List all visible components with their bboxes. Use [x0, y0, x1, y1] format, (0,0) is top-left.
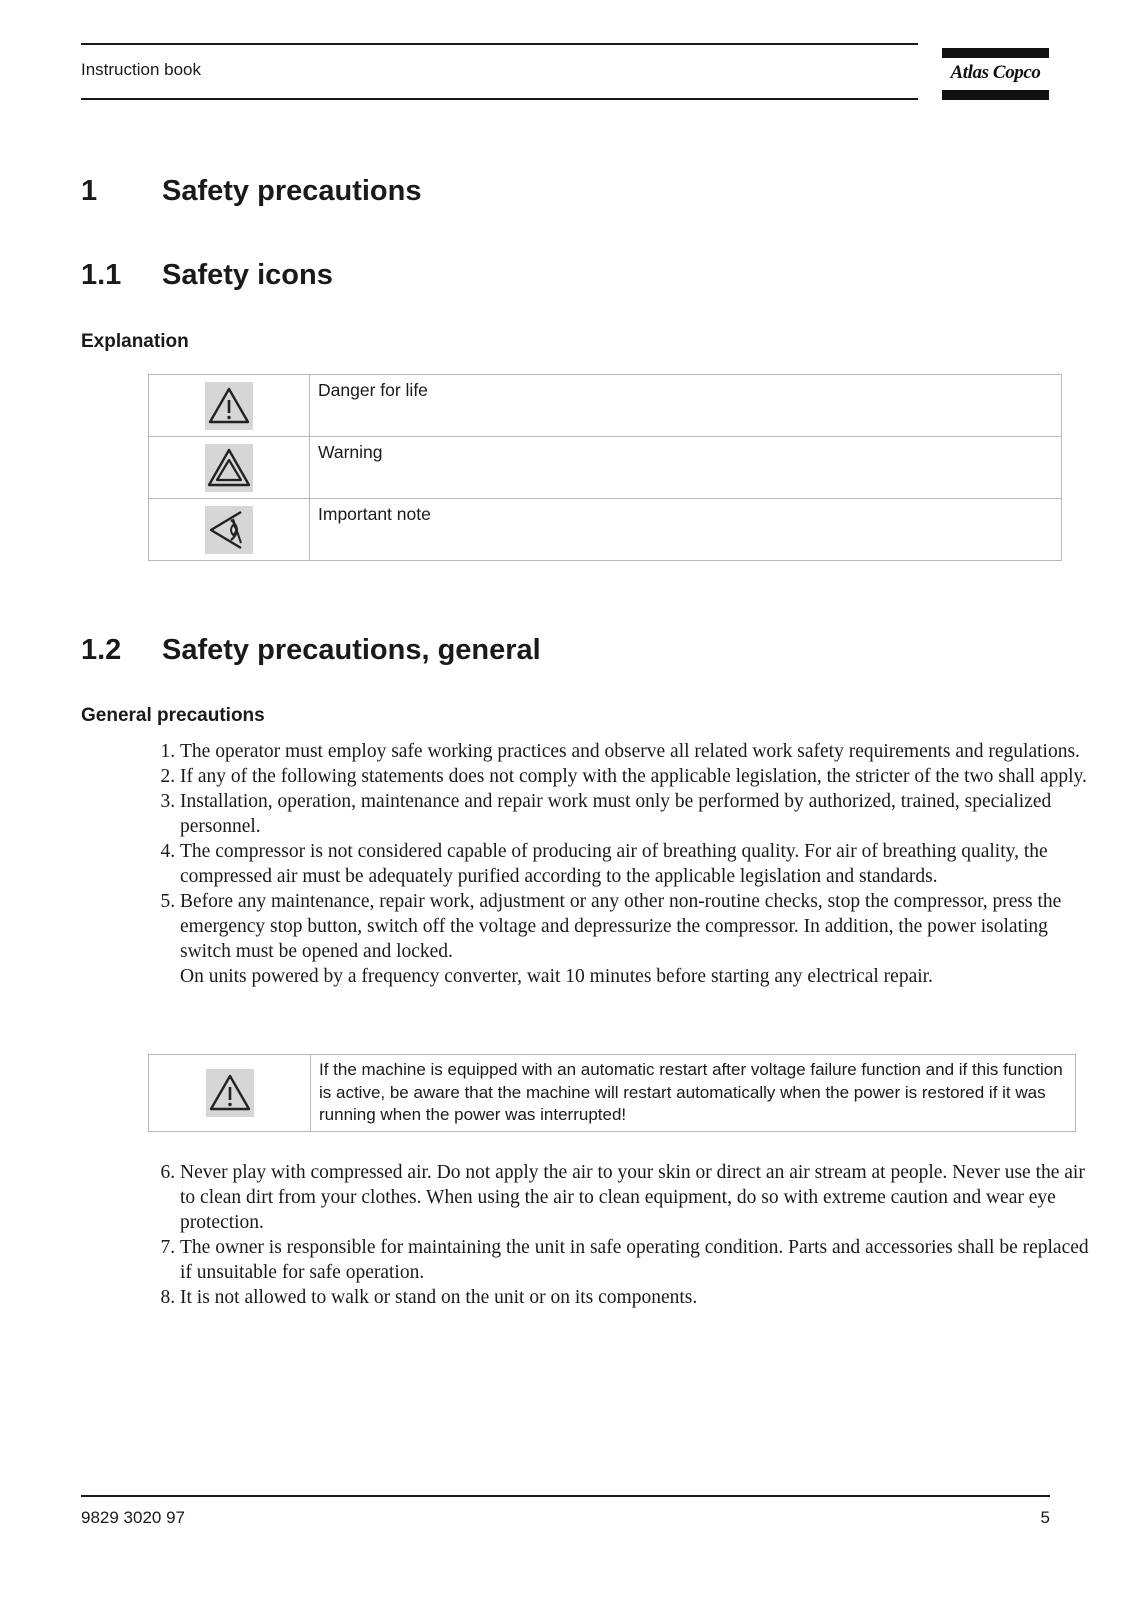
- table-row: [149, 437, 1062, 499]
- brand-logo: [942, 48, 1049, 100]
- section-number: 1: [81, 175, 98, 207]
- list-item-text: Before any maintenance, repair work, adjustment or any other non-routine checks, stop the compressor, press the emergency stop button, switch off the voltage and depressurize the compressor. In addition, the power isolating switch must be opened and locked.: [180, 891, 1062, 962]
- list-item: 6. Never play with compressed air. Do not apply the air to your skin or direct an air stream at people. Never use the air to clean dirt from your clothes. When using the air to clean equipment, do so with extreme caution and wear eye protection.: [180, 1160, 1096, 1235]
- list-item: 8. It is not allowed to walk or stand on the unit or on its components.: [180, 1285, 1096, 1310]
- restart-note-table: [148, 1054, 1076, 1132]
- general-precautions-heading: General precautions: [81, 705, 265, 726]
- table-row: [149, 499, 1062, 561]
- explanation-heading: Explanation: [81, 331, 189, 352]
- list-item: 2. If any of the following statements does not comply with the applicable legislation, the stricter of the two shall apply.: [180, 764, 1096, 789]
- section-number: 1.2: [81, 634, 122, 666]
- section-title: Safety icons: [162, 259, 333, 291]
- section-title: Safety precautions: [162, 175, 422, 207]
- precautions-list: [140, 739, 1096, 989]
- footer-rule: [81, 1495, 1050, 1497]
- header-bottom-rule: [81, 98, 918, 100]
- header-title: Instruction book: [81, 60, 202, 79]
- warning-icon: [205, 444, 253, 492]
- danger-for-life-icon: [206, 1069, 254, 1117]
- section-number: 1.1: [81, 259, 122, 291]
- precautions-list-continued: [140, 1160, 1096, 1310]
- icon-label: Danger for life: [310, 375, 1062, 437]
- list-item: 1. The operator must employ safe working practices and observe all related work safety requirements and regulations.: [180, 739, 1096, 764]
- page-number: 5: [1040, 1508, 1050, 1527]
- safety-icons-table: [148, 374, 1062, 561]
- icon-label: Warning: [310, 437, 1062, 499]
- note-text: If the machine is equipped with an automatic restart after voltage failure function and if this function is active, be aware that the machine will restart automatically when the power is restored if it was running when the power was interrupted!: [311, 1055, 1076, 1132]
- table-row: [149, 375, 1062, 437]
- list-item: 3. Installation, operation, maintenance and repair work must only be performed by authorized, trained, specialized personnel.: [180, 789, 1096, 839]
- danger-for-life-icon: [205, 382, 253, 430]
- table-row: [149, 1055, 1076, 1132]
- list-item: [180, 889, 1096, 989]
- brand-logo-wordmark: Atlas Copco: [950, 62, 1041, 83]
- list-item: 7. The owner is responsible for maintaining the unit in safe operating condition. Parts and accessories shall be replaced if unsuitable for safe operation.: [180, 1235, 1096, 1285]
- document-number: 9829 3020 97: [81, 1508, 185, 1527]
- list-item-extra-text: On units powered by a frequency converter, wait 10 minutes before starting any electrical repair.: [180, 966, 933, 987]
- important-note-icon: [205, 506, 253, 554]
- icon-label: Important note: [310, 499, 1062, 561]
- section-title: Safety precautions, general: [162, 634, 541, 666]
- list-item: 4. The compressor is not considered capable of producing air of breathing quality. For air of breathing quality, the compressed air must be adequately purified according to the applicable legislation and standards.: [180, 839, 1096, 889]
- header-top-rule: [81, 43, 918, 45]
